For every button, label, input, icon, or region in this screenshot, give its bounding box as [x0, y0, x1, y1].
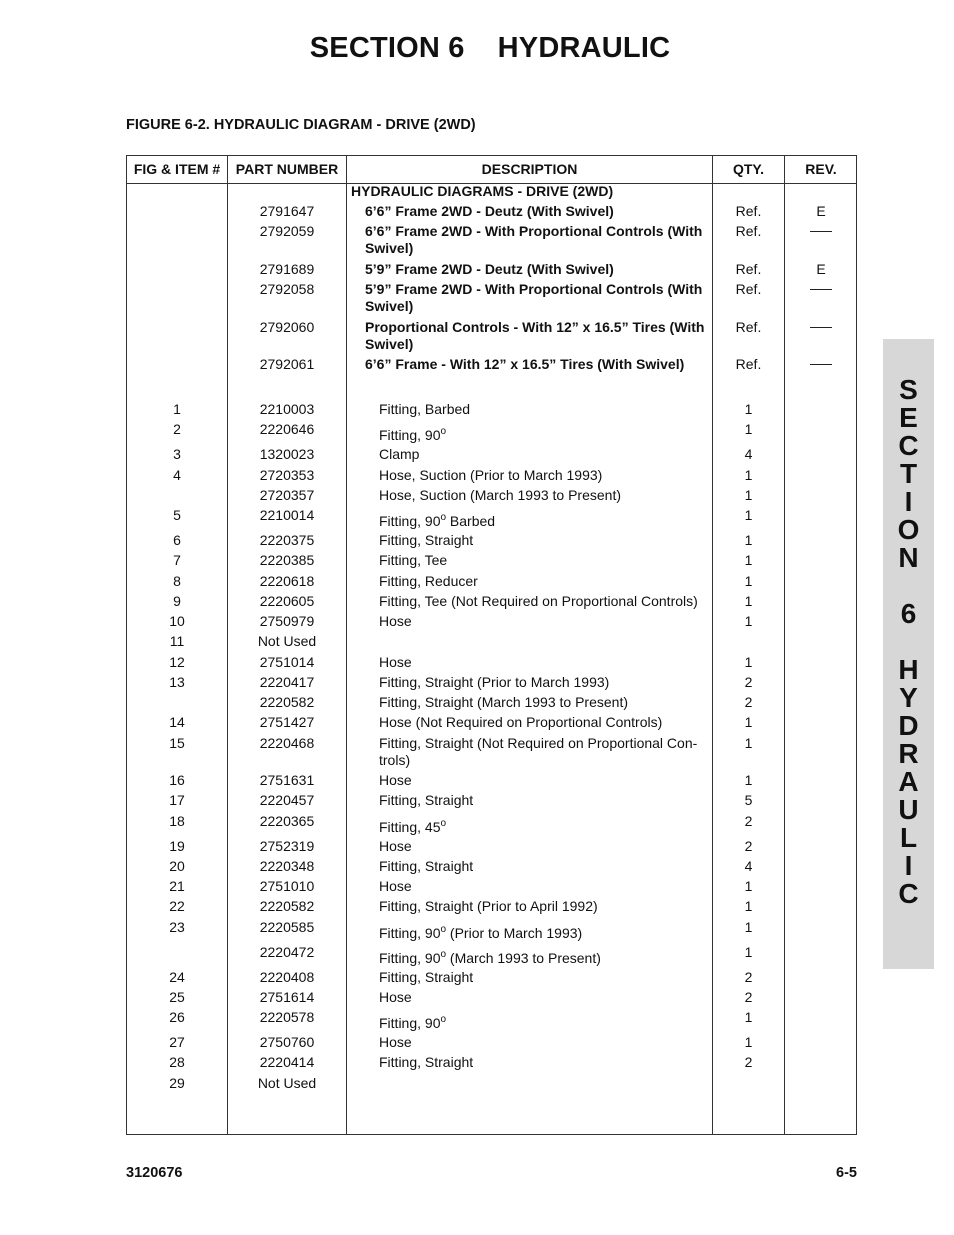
side-tab-letter: D [898, 710, 919, 741]
side-tab-letter: C [898, 878, 919, 909]
item-description [379, 1054, 719, 1071]
side-tab-letter: 6 [900, 598, 917, 629]
item-part-number: 2750760 [259, 1034, 315, 1050]
item-fig-number: 13 [169, 674, 185, 690]
item-fig-number: 19 [169, 838, 185, 854]
item-part-number: 2220582 [259, 898, 315, 914]
item-fig-number: 5 [173, 507, 181, 523]
assembly-rev [785, 319, 857, 336]
item-qty: 1 [744, 714, 753, 730]
assembly-description: 6’6” Frame 2WD - Deutz (With Swivel) [365, 203, 614, 219]
item-part-number: 2220605 [259, 593, 315, 609]
item-description-line2: trols) [379, 752, 411, 768]
column-header-part-number: PART NUMBER [235, 161, 339, 177]
item-description-text: Fitting, Straight (Not Required on Proportional Con- [379, 735, 698, 751]
item-fig-number: 3 [173, 446, 181, 462]
item-description [379, 1011, 719, 1032]
item-fig-number: 7 [173, 552, 181, 568]
item-description-text: Fitting, 90 [379, 1015, 441, 1031]
item-description [379, 815, 719, 836]
assembly-rev: E [816, 261, 826, 277]
item-description [379, 921, 719, 942]
item-part-number: 2751631 [259, 772, 315, 788]
item-qty: 2 [744, 838, 753, 854]
item-qty: 4 [744, 858, 753, 874]
item-description [379, 654, 719, 671]
item-description [379, 674, 719, 691]
column-header-description: DESCRIPTION [481, 161, 578, 177]
item-description-text: Fitting, Straight (March 1993 to Present) [379, 694, 628, 710]
item-description-text: Hose [379, 654, 412, 670]
side-tab-letter: L [899, 822, 918, 853]
item-fig-number: 9 [173, 593, 181, 609]
item-description-suffix: Barbed [446, 513, 496, 529]
blank-rev-line [810, 364, 832, 365]
item-qty: 1 [744, 467, 753, 483]
item-description-text: Fitting, 90 [379, 925, 441, 941]
item-part-number: 2220618 [259, 573, 315, 589]
item-qty: 5 [744, 792, 753, 808]
side-tab-letter: N [898, 542, 919, 573]
item-description [379, 838, 719, 855]
item-description [379, 1034, 719, 1051]
side-tab-letter: O [897, 514, 920, 545]
item-description-text: Fitting, Tee [379, 552, 448, 568]
item-qty: 1 [744, 654, 753, 670]
item-fig-number: 25 [169, 989, 185, 1005]
item-fig-number: 6 [173, 532, 181, 548]
item-description [379, 878, 719, 895]
item-qty: 2 [744, 1054, 753, 1070]
degree-symbol: o [440, 818, 447, 829]
item-qty: 1 [744, 919, 753, 935]
item-fig-number: 2 [173, 421, 181, 437]
item-part-number: 2220582 [259, 694, 315, 710]
item-description [379, 487, 719, 504]
item-part-number: Not Used [257, 633, 317, 649]
item-description-text: Fitting, Straight [379, 1054, 474, 1070]
item-description-text: Fitting, 90 [379, 950, 441, 966]
item-part-number: 1320023 [259, 446, 315, 462]
item-fig-number: 26 [169, 1009, 185, 1025]
assembly-description: 5’9” Frame 2WD - With Proportional Controls (With Swivel) [365, 281, 703, 314]
item-part-number: 2220365 [259, 813, 315, 829]
item-part-number: 2220457 [259, 792, 315, 808]
item-description-text: Hose [379, 772, 412, 788]
assembly-rev [785, 356, 857, 373]
assembly-qty: Ref. [735, 281, 762, 297]
item-fig-number: 18 [169, 813, 185, 829]
section-side-tab [883, 339, 934, 969]
item-qty: 1 [744, 1009, 753, 1025]
item-description-text: Fitting, Straight [379, 858, 474, 874]
item-part-number: 2210014 [259, 507, 315, 523]
assembly-qty: Ref. [735, 223, 762, 239]
item-fig-number: 14 [169, 714, 185, 730]
item-qty: 1 [744, 401, 753, 417]
figure-title: FIGURE 6-2. HYDRAULIC DIAGRAM - DRIVE (2WD) [126, 117, 476, 133]
item-fig-number: 20 [169, 858, 185, 874]
column-divider [712, 156, 713, 1134]
item-qty: 1 [744, 1034, 753, 1050]
item-qty: 1 [744, 532, 753, 548]
item-description [379, 772, 719, 789]
item-qty: 1 [744, 944, 753, 960]
side-tab-letter: H [898, 654, 919, 685]
item-qty: 1 [744, 878, 753, 894]
column-header-rev: REV. [805, 161, 837, 177]
page-number: 6-5 [836, 1165, 857, 1181]
side-tab-letter: I [904, 850, 913, 881]
item-part-number: 2220578 [259, 1009, 315, 1025]
assembly-description: 5’9” Frame 2WD - Deutz (With Swivel) [365, 261, 614, 277]
item-description-text: Fitting, Reducer [379, 573, 478, 589]
item-qty: 1 [744, 772, 753, 788]
item-part-number: 2220585 [259, 919, 315, 935]
item-fig-number: 24 [169, 969, 185, 985]
item-description [379, 792, 719, 809]
item-fig-number: 23 [169, 919, 185, 935]
item-qty: 2 [744, 969, 753, 985]
parts-table [126, 155, 857, 1135]
assembly-qty: Ref. [735, 319, 762, 335]
assembly-part-number: 2792060 [259, 319, 315, 335]
item-description-text: Hose, Suction (March 1993 to Present) [379, 487, 622, 503]
item-qty: 1 [744, 898, 753, 914]
document-number: 3120676 [126, 1165, 183, 1181]
item-part-number: 2751010 [259, 878, 315, 894]
item-description-text: Fitting, Tee (Not Required on Proportional Controls) [379, 593, 698, 609]
item-description-text: Hose [379, 613, 412, 629]
item-description-text: Hose [379, 1034, 412, 1050]
item-description [379, 446, 719, 463]
item-qty: 2 [744, 674, 753, 690]
item-description [379, 714, 719, 731]
assembly-rev: E [816, 203, 826, 219]
item-description-text: Hose [379, 989, 412, 1005]
item-description-text: Hose, Suction (Prior to March 1993) [379, 467, 603, 483]
item-qty: 1 [744, 573, 753, 589]
item-description-text: Clamp [379, 446, 420, 462]
side-tab-letter: A [898, 766, 919, 797]
item-part-number: 2220375 [259, 532, 315, 548]
side-tab-letter: I [904, 486, 913, 517]
item-fig-number: 21 [169, 878, 185, 894]
item-description [379, 593, 719, 610]
side-tab-letter: E [899, 402, 918, 433]
item-part-number: 2752319 [259, 838, 315, 854]
item-description-text: Fitting, Straight [379, 792, 474, 808]
blank-rev-line [810, 289, 832, 290]
item-part-number: 2751427 [259, 714, 315, 730]
item-description-text: Fitting, Straight (Prior to April 1992) [379, 898, 598, 914]
item-description [379, 467, 719, 484]
side-tab-letter: S [899, 374, 918, 405]
assembly-qty: Ref. [735, 203, 762, 219]
item-description-text: Fitting, Straight [379, 969, 474, 985]
item-description [379, 946, 719, 967]
item-fig-number: 29 [169, 1075, 185, 1091]
item-part-number: 2220414 [259, 1054, 315, 1070]
assembly-part-number: 2792058 [259, 281, 315, 297]
item-description-suffix: (Prior to March 1993) [446, 925, 583, 941]
assembly-rev [785, 281, 857, 298]
item-description [379, 969, 719, 986]
item-qty: 1 [744, 487, 753, 503]
column-header-qty: QTY. [732, 161, 765, 177]
item-description [379, 898, 719, 915]
item-fig-number: 15 [169, 735, 185, 751]
item-description [379, 401, 719, 418]
item-part-number: 2220408 [259, 969, 315, 985]
item-description-text: Fitting, Barbed [379, 401, 471, 417]
item-description-text: Hose [379, 878, 412, 894]
item-description-suffix: (March 1993 to Present) [446, 950, 601, 966]
page-title: SECTION 6 HYDRAULIC [309, 32, 671, 64]
item-qty: 2 [744, 813, 753, 829]
item-description-text: Fitting, Straight [379, 532, 474, 548]
item-fig-number: 17 [169, 792, 185, 808]
item-description [379, 735, 719, 769]
degree-symbol: o [440, 512, 447, 523]
item-fig-number: 10 [169, 613, 185, 629]
item-qty: 1 [744, 593, 753, 609]
item-fig-number: 12 [169, 654, 185, 670]
item-part-number: 2751014 [259, 654, 315, 670]
item-part-number: 2210003 [259, 401, 315, 417]
item-part-number: 2220472 [259, 944, 315, 960]
side-tab-letter: Y [899, 682, 918, 713]
item-part-number: 2750979 [259, 613, 315, 629]
item-description-text: Fitting, Straight (Prior to March 1993) [379, 674, 610, 690]
degree-symbol: o [440, 426, 447, 437]
item-part-number: 2751614 [259, 989, 315, 1005]
item-description [379, 552, 719, 569]
item-description [379, 532, 719, 549]
side-tab-letter: U [898, 794, 919, 825]
item-qty: 2 [744, 989, 753, 1005]
item-fig-number: 1 [173, 401, 181, 417]
item-part-number: 2220646 [259, 421, 315, 437]
column-header-fig: FIG & ITEM # [133, 161, 221, 177]
group-heading: HYDRAULIC DIAGRAMS - DRIVE (2WD) [351, 183, 614, 199]
item-part-number: 2220417 [259, 674, 315, 690]
assembly-description: 6’6” Frame - With 12” x 16.5” Tires (With Swivel) [365, 356, 685, 372]
assembly-part-number: 2791689 [259, 261, 315, 277]
item-fig-number: 4 [173, 467, 181, 483]
column-divider [784, 156, 785, 1134]
item-fig-number: 27 [169, 1034, 185, 1050]
item-qty: 1 [744, 552, 753, 568]
item-fig-number: 22 [169, 898, 185, 914]
assembly-description: 6’6” Frame 2WD - With Proportional Controls (With Swivel) [365, 223, 703, 256]
item-description [379, 858, 719, 875]
item-qty: 1 [744, 735, 753, 751]
assembly-rev [785, 223, 857, 240]
item-description-text: Fitting, 90 [379, 513, 441, 529]
item-description [379, 573, 719, 590]
item-part-number: 2220468 [259, 735, 315, 751]
item-part-number: 2720353 [259, 467, 315, 483]
item-fig-number: 16 [169, 772, 185, 788]
degree-symbol: o [440, 949, 447, 960]
item-qty: 4 [744, 446, 753, 462]
item-qty: 2 [744, 694, 753, 710]
degree-symbol: o [440, 1014, 447, 1025]
item-description-text: Hose (Not Required on Proportional Controls) [379, 714, 663, 730]
item-fig-number: 11 [169, 633, 185, 649]
side-tab-letter: T [899, 458, 918, 489]
item-fig-number: 28 [169, 1054, 185, 1070]
item-fig-number: 8 [173, 573, 181, 589]
degree-symbol: o [440, 924, 447, 935]
column-divider [346, 156, 347, 1134]
item-part-number: 2220348 [259, 858, 315, 874]
item-part-number: 2220385 [259, 552, 315, 568]
assembly-part-number: 2792061 [259, 356, 315, 372]
side-tab-letter: C [898, 430, 919, 461]
item-description [379, 613, 719, 630]
item-qty: 1 [744, 421, 753, 437]
item-description [379, 509, 719, 530]
item-part-number: Not Used [257, 1075, 317, 1091]
item-description [379, 423, 719, 444]
item-description [379, 989, 719, 1006]
assembly-description: Proportional Controls - With 12” x 16.5” Tires (With Swivel) [365, 319, 705, 352]
assembly-part-number: 2791647 [259, 203, 315, 219]
assembly-part-number: 2792059 [259, 223, 315, 239]
side-tab-letter: R [898, 738, 919, 769]
item-description-text: Hose [379, 838, 412, 854]
item-description [379, 694, 719, 711]
item-qty: 1 [744, 507, 753, 523]
item-part-number: 2720357 [259, 487, 315, 503]
item-qty: 1 [744, 613, 753, 629]
assembly-qty: Ref. [735, 356, 762, 372]
item-description-text: Fitting, 90 [379, 427, 441, 443]
assembly-qty: Ref. [735, 261, 762, 277]
blank-rev-line [810, 327, 832, 328]
item-description-text: Fitting, 45 [379, 819, 441, 835]
blank-rev-line [810, 231, 832, 232]
